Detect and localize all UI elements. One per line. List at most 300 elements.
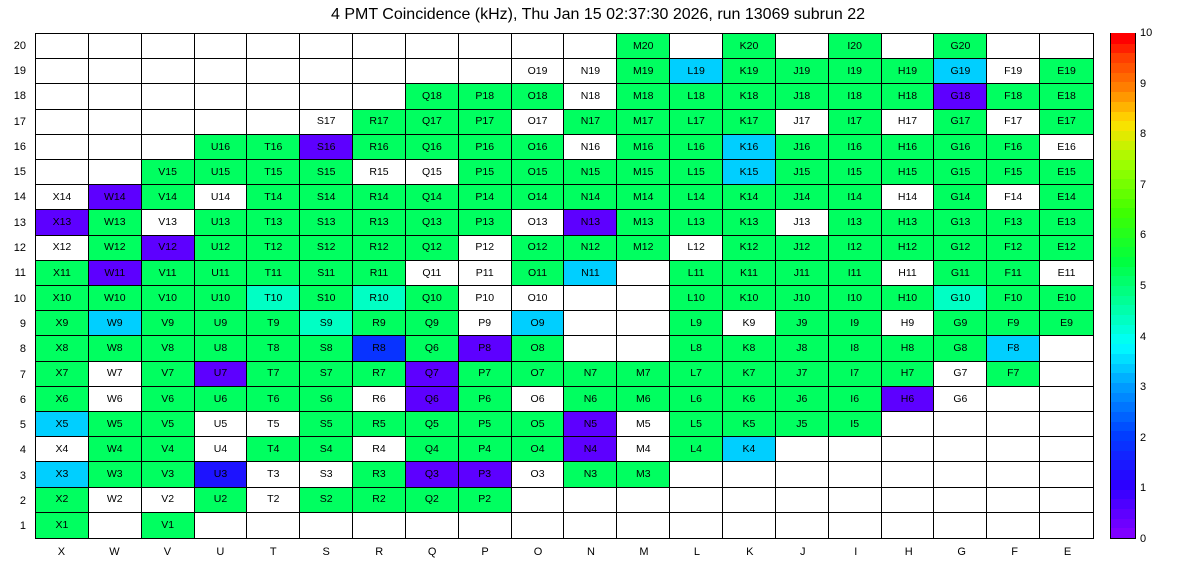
heatmap-cell-empty bbox=[564, 488, 617, 513]
heatmap-cell-empty bbox=[300, 513, 353, 538]
heatmap-cell: R9 bbox=[353, 311, 406, 336]
heatmap-cell-empty bbox=[882, 34, 935, 59]
colorbar-segment bbox=[1111, 498, 1135, 509]
heatmap-cell: I16 bbox=[829, 135, 882, 160]
x-axis-tick-label: J bbox=[800, 546, 806, 558]
heatmap-cell-empty bbox=[617, 311, 670, 336]
heatmap-cell-empty bbox=[934, 462, 987, 487]
heatmap-cell: F19 bbox=[987, 59, 1040, 84]
heatmap-cell-empty bbox=[89, 110, 142, 135]
heatmap-cell: R7 bbox=[353, 362, 406, 387]
heatmap-cell: P7 bbox=[459, 362, 512, 387]
heatmap-cell-empty bbox=[406, 59, 459, 84]
x-axis-tick-label: Q bbox=[427, 546, 437, 558]
heatmap-cell: U9 bbox=[195, 311, 248, 336]
heatmap-cell: X5 bbox=[36, 412, 89, 437]
heatmap-cell-empty bbox=[36, 59, 89, 84]
heatmap-cell: L15 bbox=[670, 160, 723, 185]
heatmap-cell: K5 bbox=[723, 412, 776, 437]
heatmap-cell-empty bbox=[670, 488, 723, 513]
heatmap-cell: S3 bbox=[300, 462, 353, 487]
x-axis-tick-label: E bbox=[1063, 546, 1072, 558]
colorbar-tick-label: 9 bbox=[1140, 77, 1147, 90]
heatmap-cell: L17 bbox=[670, 110, 723, 135]
heatmap-cell: G12 bbox=[934, 236, 987, 261]
heatmap-cell: T16 bbox=[247, 135, 300, 160]
heatmap-cell-empty bbox=[459, 59, 512, 84]
heatmap-cell: O12 bbox=[512, 236, 565, 261]
heatmap-cell: P5 bbox=[459, 412, 512, 437]
heatmap-cell: M18 bbox=[617, 84, 670, 109]
heatmap-cell: Q6 bbox=[406, 336, 459, 361]
colorbar-segment bbox=[1111, 459, 1135, 470]
colorbar-segment bbox=[1111, 149, 1135, 160]
x-axis-tick-label: V bbox=[163, 546, 172, 558]
heatmap-cell: M19 bbox=[617, 59, 670, 84]
heatmap-cell: K18 bbox=[723, 84, 776, 109]
colorbar-segment bbox=[1111, 110, 1135, 121]
colorbar-segment bbox=[1111, 343, 1135, 354]
heatmap-cell-empty bbox=[353, 34, 406, 59]
heatmap-cell: R13 bbox=[353, 210, 406, 235]
heatmap-cell: P13 bbox=[459, 210, 512, 235]
heatmap-cell-empty bbox=[142, 110, 195, 135]
heatmap-cell: H7 bbox=[882, 362, 935, 387]
heatmap-cell: T6 bbox=[247, 387, 300, 412]
heatmap-cell: H16 bbox=[882, 135, 935, 160]
heatmap-cell-empty bbox=[1040, 437, 1093, 462]
heatmap-cell: P8 bbox=[459, 336, 512, 361]
heatmap-cell: R5 bbox=[353, 412, 406, 437]
heatmap-cell: J12 bbox=[776, 236, 829, 261]
heatmap-cell-empty bbox=[89, 59, 142, 84]
heatmap-cell: R8 bbox=[353, 336, 406, 361]
heatmap-cell-empty bbox=[247, 513, 300, 538]
heatmap-cell: X9 bbox=[36, 311, 89, 336]
heatmap-cell: R3 bbox=[353, 462, 406, 487]
heatmap-cell-empty bbox=[247, 34, 300, 59]
heatmap-cell: G11 bbox=[934, 261, 987, 286]
heatmap-cell: N12 bbox=[564, 236, 617, 261]
heatmap-cell: I12 bbox=[829, 236, 882, 261]
heatmap-cell: G13 bbox=[934, 210, 987, 235]
heatmap-cell-empty bbox=[406, 513, 459, 538]
heatmap-cell-empty bbox=[829, 513, 882, 538]
heatmap-cell: P2 bbox=[459, 488, 512, 513]
heatmap-cell: V7 bbox=[142, 362, 195, 387]
x-axis-tick-label: N bbox=[586, 546, 595, 558]
heatmap-cell: L4 bbox=[670, 437, 723, 462]
heatmap-cell-empty bbox=[36, 84, 89, 109]
heatmap-cell: E15 bbox=[1040, 160, 1093, 185]
heatmap-cell: L16 bbox=[670, 135, 723, 160]
heatmap-cell: O7 bbox=[512, 362, 565, 387]
heatmap-cell: V2 bbox=[142, 488, 195, 513]
colorbar-segment bbox=[1111, 52, 1135, 63]
heatmap-cell: W14 bbox=[89, 185, 142, 210]
heatmap-cell-empty bbox=[934, 437, 987, 462]
heatmap-cell: K10 bbox=[723, 286, 776, 311]
heatmap-cell: H14 bbox=[882, 185, 935, 210]
heatmap-cell: K16 bbox=[723, 135, 776, 160]
heatmap-cell: O16 bbox=[512, 135, 565, 160]
heatmap-cell: V15 bbox=[142, 160, 195, 185]
heatmap-cell: F14 bbox=[987, 185, 1040, 210]
heatmap-cell-empty bbox=[934, 412, 987, 437]
heatmap-cell-empty bbox=[829, 437, 882, 462]
heatmap-cell: G10 bbox=[934, 286, 987, 311]
heatmap-cell: N16 bbox=[564, 135, 617, 160]
heatmap-cell-empty bbox=[195, 59, 248, 84]
heatmap-cell: J8 bbox=[776, 336, 829, 361]
y-axis-tick-label: 7 bbox=[19, 368, 26, 381]
heatmap-cell: Q12 bbox=[406, 236, 459, 261]
heatmap-cell: L11 bbox=[670, 261, 723, 286]
heatmap-cell-empty bbox=[723, 462, 776, 487]
colorbar-segment bbox=[1111, 168, 1135, 179]
heatmap-cell: L10 bbox=[670, 286, 723, 311]
heatmap-cell: O6 bbox=[512, 387, 565, 412]
colorbar-segment bbox=[1111, 197, 1135, 208]
heatmap-cell: J13 bbox=[776, 210, 829, 235]
heatmap-cell: X11 bbox=[36, 261, 89, 286]
heatmap-cell: E10 bbox=[1040, 286, 1093, 311]
heatmap-cell: E17 bbox=[1040, 110, 1093, 135]
y-axis-tick-label: 4 bbox=[19, 444, 26, 457]
heatmap-cell: L9 bbox=[670, 311, 723, 336]
colorbar-segment bbox=[1111, 362, 1135, 373]
heatmap-cell: T10 bbox=[247, 286, 300, 311]
heatmap-cell-empty bbox=[882, 513, 935, 538]
heatmap-cell: K7 bbox=[723, 362, 776, 387]
colorbar-tick-label: 8 bbox=[1140, 128, 1147, 141]
heatmap-cell: I11 bbox=[829, 261, 882, 286]
heatmap-cell-empty bbox=[829, 488, 882, 513]
colorbar-segment bbox=[1111, 507, 1135, 518]
heatmap-cell: K11 bbox=[723, 261, 776, 286]
heatmap-cell: W7 bbox=[89, 362, 142, 387]
colorbar-tick-label: 3 bbox=[1140, 381, 1147, 394]
heatmap-cell: O9 bbox=[512, 311, 565, 336]
heatmap-cell: Q7 bbox=[406, 362, 459, 387]
heatmap-cell: K19 bbox=[723, 59, 776, 84]
heatmap-cell: N11 bbox=[564, 261, 617, 286]
heatmap-cell: V1 bbox=[142, 513, 195, 538]
heatmap-cell: I20 bbox=[829, 34, 882, 59]
y-axis-tick-label: 2 bbox=[19, 495, 26, 508]
heatmap-cell: E18 bbox=[1040, 84, 1093, 109]
heatmap-cell-empty bbox=[987, 437, 1040, 462]
heatmap-cell: I14 bbox=[829, 185, 882, 210]
heatmap-cell: X7 bbox=[36, 362, 89, 387]
heatmap-grid bbox=[36, 34, 1093, 538]
heatmap-cell: L7 bbox=[670, 362, 723, 387]
heatmap-cell-empty bbox=[142, 34, 195, 59]
heatmap-cell: F10 bbox=[987, 286, 1040, 311]
heatmap-cell: R11 bbox=[353, 261, 406, 286]
x-axis-tick-label: T bbox=[269, 546, 277, 558]
heatmap-cell: U4 bbox=[195, 437, 248, 462]
colorbar bbox=[1110, 33, 1136, 539]
heatmap-cell: N13 bbox=[564, 210, 617, 235]
heatmap-cell: I10 bbox=[829, 286, 882, 311]
colorbar-segment bbox=[1111, 352, 1135, 363]
heatmap-cell: T15 bbox=[247, 160, 300, 185]
page-title: 4 PMT Coincidence (kHz), Thu Jan 15 02:37:30 2026, run 13069 subrun 22 bbox=[331, 6, 865, 23]
heatmap-cell: N3 bbox=[564, 462, 617, 487]
heatmap-cell: W3 bbox=[89, 462, 142, 487]
heatmap-cell: G8 bbox=[934, 336, 987, 361]
heatmap-cell: Q17 bbox=[406, 110, 459, 135]
heatmap-cell: O5 bbox=[512, 412, 565, 437]
heatmap-cell: W2 bbox=[89, 488, 142, 513]
colorbar-tick-label: 10 bbox=[1140, 27, 1153, 39]
heatmap-cell: W10 bbox=[89, 286, 142, 311]
x-axis-tick-label: W bbox=[109, 546, 120, 558]
heatmap-cell-empty bbox=[142, 84, 195, 109]
heatmap-cell-empty bbox=[353, 84, 406, 109]
heatmap-cell-empty bbox=[300, 59, 353, 84]
heatmap-cell: L19 bbox=[670, 59, 723, 84]
heatmap-cell-empty bbox=[1040, 412, 1093, 437]
colorbar-segment bbox=[1111, 391, 1135, 402]
heatmap-cell-empty bbox=[987, 462, 1040, 487]
heatmap-cell: M12 bbox=[617, 236, 670, 261]
colorbar-segment bbox=[1111, 33, 1135, 44]
heatmap-cell: J16 bbox=[776, 135, 829, 160]
heatmap-cell-empty bbox=[89, 160, 142, 185]
heatmap-cell: R4 bbox=[353, 437, 406, 462]
heatmap-cell: W5 bbox=[89, 412, 142, 437]
heatmap-cell: K12 bbox=[723, 236, 776, 261]
heatmap-cell: F9 bbox=[987, 311, 1040, 336]
heatmap-cell-empty bbox=[459, 513, 512, 538]
heatmap-cell-empty bbox=[247, 110, 300, 135]
heatmap-cell-empty bbox=[882, 488, 935, 513]
heatmap-cell: G9 bbox=[934, 311, 987, 336]
heatmap-cell: X6 bbox=[36, 387, 89, 412]
heatmap-cell: P14 bbox=[459, 185, 512, 210]
heatmap-cell-empty bbox=[1040, 513, 1093, 538]
heatmap-cell: P4 bbox=[459, 437, 512, 462]
heatmap-cell: J11 bbox=[776, 261, 829, 286]
heatmap-cell: W12 bbox=[89, 236, 142, 261]
heatmap-cell: E14 bbox=[1040, 185, 1093, 210]
heatmap-cell: M14 bbox=[617, 185, 670, 210]
heatmap-cell: E16 bbox=[1040, 135, 1093, 160]
heatmap-cell: R16 bbox=[353, 135, 406, 160]
heatmap-cell: U2 bbox=[195, 488, 248, 513]
colorbar-segment bbox=[1111, 42, 1135, 53]
heatmap-cell: H8 bbox=[882, 336, 935, 361]
heatmap-cell: X4 bbox=[36, 437, 89, 462]
heatmap-cell-empty bbox=[564, 311, 617, 336]
colorbar-segment bbox=[1111, 488, 1135, 499]
heatmap-cell: F15 bbox=[987, 160, 1040, 185]
heatmap-cell: L13 bbox=[670, 210, 723, 235]
heatmap-cell-empty bbox=[36, 34, 89, 59]
colorbar-segment bbox=[1111, 440, 1135, 451]
heatmap-cell-empty bbox=[195, 110, 248, 135]
colorbar-segment bbox=[1111, 449, 1135, 460]
heatmap-cell: Q13 bbox=[406, 210, 459, 235]
heatmap-cell: I7 bbox=[829, 362, 882, 387]
heatmap-cell: J19 bbox=[776, 59, 829, 84]
x-axis-tick-label: U bbox=[216, 546, 225, 558]
heatmap-cell: M7 bbox=[617, 362, 670, 387]
heatmap-cell: T9 bbox=[247, 311, 300, 336]
heatmap-cell: Q14 bbox=[406, 185, 459, 210]
heatmap-cell-empty bbox=[882, 437, 935, 462]
heatmap-cell-empty bbox=[1040, 488, 1093, 513]
heatmap-cell-empty bbox=[1040, 462, 1093, 487]
heatmap-cell-empty bbox=[776, 462, 829, 487]
heatmap-cell: H15 bbox=[882, 160, 935, 185]
y-axis-tick-label: 16 bbox=[13, 140, 26, 153]
heatmap-cell-empty bbox=[36, 160, 89, 185]
heatmap-cell: L5 bbox=[670, 412, 723, 437]
heatmap-cell: S11 bbox=[300, 261, 353, 286]
colorbar-segment bbox=[1111, 81, 1135, 92]
heatmap-cell: O11 bbox=[512, 261, 565, 286]
heatmap-cell: R14 bbox=[353, 185, 406, 210]
heatmap-cell: X3 bbox=[36, 462, 89, 487]
heatmap-cell-empty bbox=[459, 34, 512, 59]
colorbar-segment bbox=[1111, 255, 1135, 266]
heatmap-cell: R2 bbox=[353, 488, 406, 513]
heatmap-cell: K17 bbox=[723, 110, 776, 135]
heatmap-cell-empty bbox=[36, 135, 89, 160]
heatmap-cell-empty bbox=[776, 437, 829, 462]
heatmap-cell-empty bbox=[247, 84, 300, 109]
heatmap-cell: O10 bbox=[512, 286, 565, 311]
colorbar-tick-label: 0 bbox=[1140, 533, 1147, 545]
heatmap-cell: M5 bbox=[617, 412, 670, 437]
heatmap-cell: R10 bbox=[353, 286, 406, 311]
heatmap-cell: M4 bbox=[617, 437, 670, 462]
heatmap-cell: Q18 bbox=[406, 84, 459, 109]
heatmap-cell: K4 bbox=[723, 437, 776, 462]
heatmap-cell: E11 bbox=[1040, 261, 1093, 286]
heatmap-cell: T5 bbox=[247, 412, 300, 437]
heatmap-cell-empty bbox=[987, 34, 1040, 59]
colorbar-tick-label: 1 bbox=[1140, 482, 1147, 495]
colorbar-tick-label: 2 bbox=[1140, 431, 1147, 444]
heatmap-cell: X2 bbox=[36, 488, 89, 513]
heatmap-cell: T13 bbox=[247, 210, 300, 235]
heatmap-cell: H6 bbox=[882, 387, 935, 412]
heatmap-cell: I18 bbox=[829, 84, 882, 109]
heatmap-cell-empty bbox=[882, 462, 935, 487]
heatmap-cell: I8 bbox=[829, 336, 882, 361]
heatmap-cell-empty bbox=[723, 513, 776, 538]
heatmap-cell-empty bbox=[1040, 336, 1093, 361]
heatmap-cell: X1 bbox=[36, 513, 89, 538]
heatmap-cell-empty bbox=[670, 34, 723, 59]
colorbar-segment bbox=[1111, 517, 1135, 528]
colorbar-segment bbox=[1111, 478, 1135, 489]
heatmap-cell: S12 bbox=[300, 236, 353, 261]
heatmap-cell: S9 bbox=[300, 311, 353, 336]
heatmap-cell: J15 bbox=[776, 160, 829, 185]
heatmap-cell: M17 bbox=[617, 110, 670, 135]
heatmap-cell: S15 bbox=[300, 160, 353, 185]
y-axis-tick-label: 19 bbox=[13, 64, 26, 77]
heatmap-cell-empty bbox=[670, 513, 723, 538]
y-axis-tick-label: 11 bbox=[14, 267, 26, 280]
heatmap-cell-empty bbox=[353, 59, 406, 84]
y-axis-tick-label: 5 bbox=[19, 419, 26, 432]
heatmap-cell: K14 bbox=[723, 185, 776, 210]
heatmap-cell: S13 bbox=[300, 210, 353, 235]
heatmap-cell: Q11 bbox=[406, 261, 459, 286]
heatmap-cell: V12 bbox=[142, 236, 195, 261]
heatmap-cell: U13 bbox=[195, 210, 248, 235]
heatmap-cell: Q2 bbox=[406, 488, 459, 513]
heatmap-cell: U12 bbox=[195, 236, 248, 261]
colorbar-tick-label: 5 bbox=[1140, 280, 1147, 292]
heatmap-cell: O8 bbox=[512, 336, 565, 361]
heatmap-cell: W6 bbox=[89, 387, 142, 412]
colorbar-segment bbox=[1111, 275, 1135, 286]
y-axis-tick-label: 13 bbox=[13, 216, 26, 229]
x-axis-tick-label: G bbox=[957, 546, 966, 558]
heatmap-cell: R17 bbox=[353, 110, 406, 135]
heatmap-cell-empty bbox=[195, 84, 248, 109]
heatmap-cell: U14 bbox=[195, 185, 248, 210]
heatmap-cell: Q10 bbox=[406, 286, 459, 311]
heatmap-cell: P15 bbox=[459, 160, 512, 185]
colorbar-segment bbox=[1111, 411, 1135, 422]
heatmap-cell: V4 bbox=[142, 437, 195, 462]
heatmap-cell: R12 bbox=[353, 236, 406, 261]
colorbar-tick-label: 4 bbox=[1140, 330, 1147, 343]
heatmap-cell: U3 bbox=[195, 462, 248, 487]
colorbar-segment bbox=[1111, 401, 1135, 412]
colorbar-segment bbox=[1111, 236, 1135, 247]
y-axis-tick-label: 12 bbox=[13, 242, 26, 255]
heatmap-cell: S5 bbox=[300, 412, 353, 437]
heatmap-cell: M3 bbox=[617, 462, 670, 487]
heatmap-cell-empty bbox=[353, 513, 406, 538]
heatmap-cell: K20 bbox=[723, 34, 776, 59]
colorbar-segment bbox=[1111, 91, 1135, 102]
heatmap-cell: Q15 bbox=[406, 160, 459, 185]
x-axis-tick-label: X bbox=[57, 546, 66, 558]
heatmap-cell: W13 bbox=[89, 210, 142, 235]
colorbar-segment bbox=[1111, 129, 1135, 140]
heatmap-cell: L14 bbox=[670, 185, 723, 210]
heatmap-cell: I19 bbox=[829, 59, 882, 84]
heatmap-cell: V10 bbox=[142, 286, 195, 311]
heatmap-cell-empty bbox=[512, 513, 565, 538]
heatmap-cell: T14 bbox=[247, 185, 300, 210]
heatmap-cell: Q9 bbox=[406, 311, 459, 336]
heatmap-cell: H19 bbox=[882, 59, 935, 84]
heatmap-cell-empty bbox=[89, 84, 142, 109]
heatmap-cell: E9 bbox=[1040, 311, 1093, 336]
heatmap-cell-empty bbox=[142, 135, 195, 160]
heatmap-cell: K15 bbox=[723, 160, 776, 185]
colorbar-segment bbox=[1111, 294, 1135, 305]
colorbar-segment bbox=[1111, 217, 1135, 228]
heatmap-cell-empty bbox=[934, 488, 987, 513]
heatmap-cell-empty bbox=[300, 84, 353, 109]
heatmap-cell: F8 bbox=[987, 336, 1040, 361]
colorbar-segment bbox=[1111, 188, 1135, 199]
heatmap-cell-empty bbox=[776, 488, 829, 513]
heatmap-cell: V8 bbox=[142, 336, 195, 361]
